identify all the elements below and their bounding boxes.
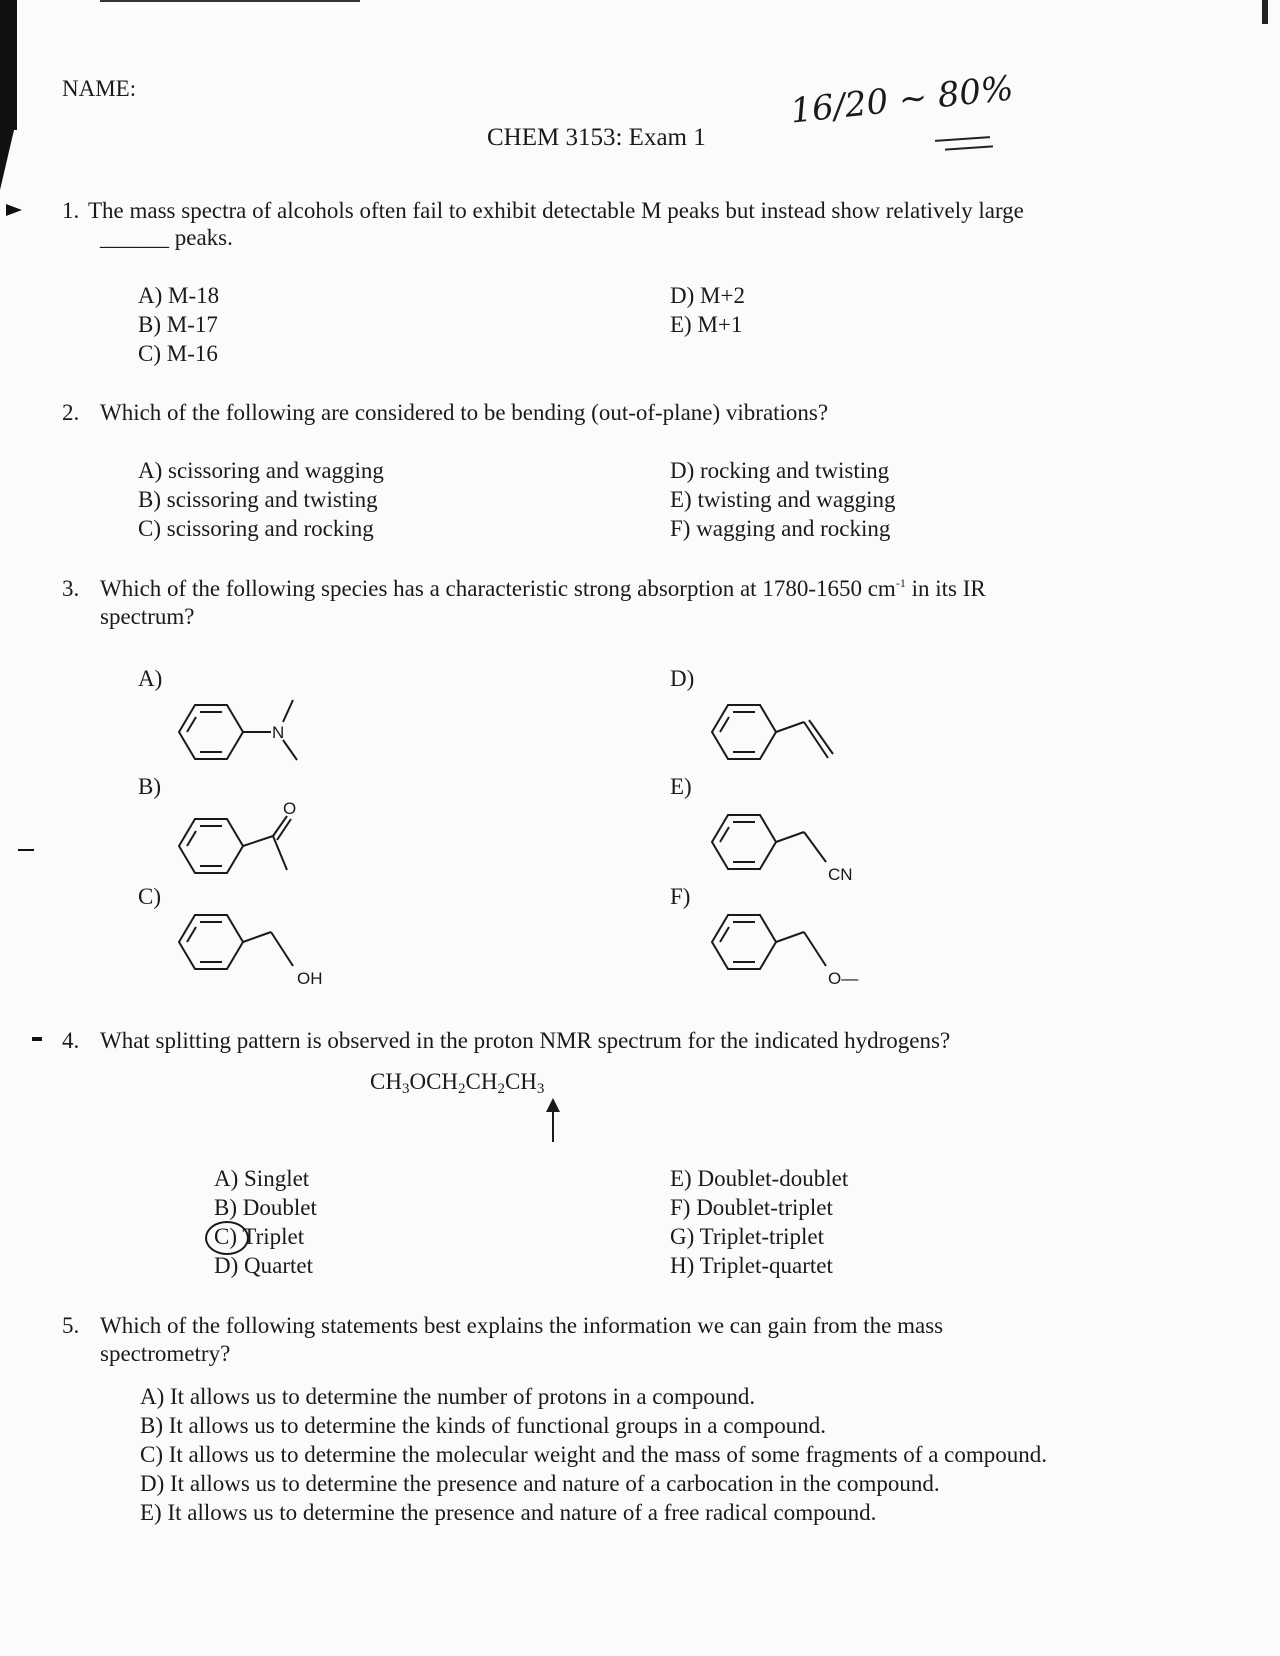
molecule-b-acetophenone: [175, 798, 315, 888]
q3-text-line1: [100, 576, 986, 602]
q4-option-a: A) Singlet: [214, 1166, 310, 1191]
name-label: NAME:: [62, 76, 137, 101]
margin-dash-mark: [18, 849, 34, 851]
q2-option-c: C) scissoring and rocking: [138, 516, 374, 541]
molecule-a-dimethylaniline: [175, 690, 315, 780]
q4-option-d: D) Quartet: [214, 1253, 313, 1278]
q3-number: 3.: [62, 576, 80, 601]
formula-part: CH: [370, 1069, 402, 1094]
scan-right-edge: [1262, 0, 1268, 24]
q5-option-b: B) It allows us to determine the kinds of functional groups in a compound.: [140, 1413, 827, 1438]
q1-text-line2: ______ peaks.: [100, 225, 233, 250]
q3-option-c: C): [138, 884, 161, 909]
q4-option-b: B) Doublet: [214, 1195, 317, 1220]
q2-text-line1: Which of the following are considered to be bending (out-of-plane) vibrations?: [100, 400, 829, 425]
q5-option-a: A) It allows us to determine the number of protons in a compound.: [140, 1384, 756, 1409]
q5-text-line1: Which of the following statements best explains the information we can gain from the mass: [100, 1313, 944, 1338]
scan-edge-mark: [0, 0, 17, 130]
q5-number: 5.: [62, 1313, 80, 1338]
q3-text-pre: Which of the following species has a characteristic strong absorption at 1780-1650 cm: [100, 576, 896, 601]
q5-text-line2: spectrometry?: [100, 1341, 231, 1366]
q2-option-f: F) wagging and rocking: [670, 516, 891, 541]
q4-option-e: E) Doublet-doublet: [670, 1166, 849, 1191]
q1-option-c: C) M-16: [138, 341, 218, 366]
molecule-e-benzyl-cyanide: [708, 798, 868, 888]
q5-option-d: D) It allows us to determine the presence and nature of a carbocation in the compound.: [140, 1471, 940, 1496]
q4-selected-circle: [205, 1221, 249, 1255]
q1-option-b: B) M-17: [138, 312, 218, 337]
q5-option-c: C) It allows us to determine the molecular weight and the mass of some fragments of a compound.: [140, 1442, 1047, 1467]
exam-title: CHEM 3153: Exam 1: [487, 124, 706, 151]
q3-text-sup: -1: [895, 576, 906, 590]
q5-option-e: E) It allows us to determine the presence and nature of a free radical compound.: [140, 1500, 877, 1525]
molecule-c-oh-label: OH: [297, 969, 323, 988]
q3-option-a: A): [138, 666, 163, 691]
q2-option-b: B) scissoring and twisting: [138, 487, 378, 512]
q4-text-line1: What splitting pattern is observed in the proton NMR spectrum for the indicated hydrogens?: [100, 1028, 951, 1053]
molecule-e-cn-label: CN: [828, 865, 853, 884]
molecule-a-n-label: N: [272, 723, 285, 742]
molecule-f-benzyl-methyl-ether: [708, 902, 888, 992]
q3-option-e: E): [670, 774, 692, 799]
scan-edge-mark: [0, 130, 14, 190]
q1-option-e: E) M+1: [670, 312, 743, 337]
molecule-f-ether-label: O—: [828, 969, 859, 988]
q2-option-d: D) rocking and twisting: [670, 458, 890, 483]
handwritten-score: 16/20 ~ 80%: [788, 68, 1016, 132]
scan-top-line: [100, 0, 360, 2]
formula-sub: 2: [497, 1081, 505, 1097]
formula-sub: 3: [401, 1081, 410, 1097]
q2-option-e: E) twisting and wagging: [670, 487, 896, 512]
q1-option-a: A) M-18: [138, 283, 220, 308]
molecule-b-o-label: O: [283, 799, 297, 818]
q4-option-g: G) Triplet-triplet: [670, 1224, 824, 1249]
q2-number: 2.: [62, 400, 80, 425]
q4-option-c: C) Triplet: [214, 1224, 305, 1249]
q4-formula: [370, 1069, 544, 1095]
q2-option-a: A) scissoring and wagging: [138, 458, 384, 483]
formula-part: CH: [504, 1069, 537, 1094]
formula-sub: 3: [536, 1081, 545, 1097]
handwritten-underline: [935, 136, 990, 142]
q3-text-line2: spectrum?: [100, 604, 195, 629]
q4-option-f: F) Doublet-triplet: [670, 1195, 833, 1220]
formula-part: CH: [465, 1069, 498, 1094]
formula-part: OCH: [409, 1069, 459, 1094]
q1-text-line1: The mass spectra of alcohols often fail to exhibit detectable M peaks but instead show relatively large: [88, 198, 1024, 223]
q1-number: 1.: [62, 198, 80, 223]
q3-option-f: F): [670, 884, 691, 909]
q1-option-d: D) M+2: [670, 283, 745, 308]
margin-arrow-mark: [6, 204, 22, 216]
molecule-d-styrene: [708, 690, 848, 780]
molecule-c-benzyl-alcohol: [175, 902, 335, 992]
q4-number: 4.: [62, 1028, 80, 1053]
indicating-arrow-icon: [546, 1098, 560, 1142]
q3-text-post: in its IR: [905, 576, 986, 601]
handwritten-underline: [945, 145, 993, 150]
q4-option-h: H) Triplet-quartet: [670, 1253, 833, 1278]
margin-dash-mark: [32, 1037, 42, 1041]
formula-sub: 2: [458, 1081, 466, 1097]
q3-option-d: D): [670, 666, 695, 691]
q3-option-b: B): [138, 774, 161, 799]
